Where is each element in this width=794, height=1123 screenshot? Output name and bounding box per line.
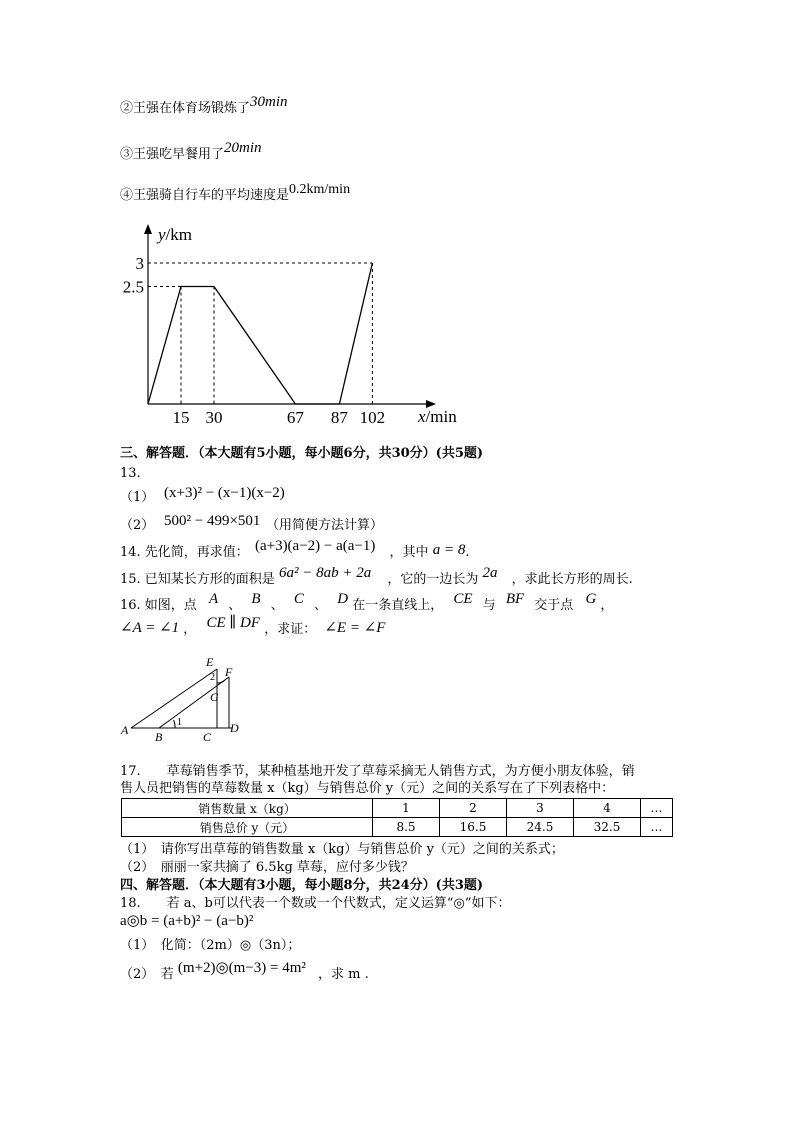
table-cell: 8.5 [373, 818, 440, 837]
table-cell: … [641, 818, 673, 837]
q15: 15. 已知某长方形的面积是 6a² − 8ab + 2a ，它的一边长为 2a ，求此长方形的周长. [120, 565, 633, 587]
label-c: C [203, 730, 212, 744]
q13-part1-expr: (x+3)² − (x−1)(x−2) [164, 485, 285, 501]
x-tick-label-87: 87 [330, 408, 348, 427]
table-cell: 2 [440, 799, 507, 818]
q13-part2-expr: 500² − 499×501 [164, 513, 261, 529]
angle-2-arc [217, 680, 225, 683]
x-axis-label: x/min [418, 407, 457, 426]
x-tick-label-67: 67 [286, 408, 304, 427]
label-e: E [206, 655, 214, 669]
table-cell: 1 [373, 799, 440, 818]
x-tick-label-102: 102 [359, 408, 386, 427]
q13-part2-label: （2） [120, 518, 155, 533]
q17-line1: 17. 草莓销售季节，某种植基地开发了草莓采摘无人销售方式，为方便小朋友体验，销 [120, 764, 635, 779]
q14: 14. 先化简，再求值： (a+3)(a−2) − a(a−1) ，其中 a = 8. [120, 538, 470, 560]
label-d: D [230, 721, 239, 735]
distance-time-graph [100, 220, 480, 435]
row2-header: 销售总价 y（元） [122, 818, 373, 837]
statement-2: ②王强在体育场锻炼了30min [120, 94, 288, 116]
table-cell: … [641, 799, 673, 818]
table-row [122, 799, 673, 818]
line-ae [131, 669, 217, 728]
label-g: G [210, 690, 219, 704]
q16-geometry-figure [115, 650, 250, 745]
label-a: A [121, 723, 129, 737]
series-segment-3 [214, 287, 295, 405]
q18-part1: （1） 化简：（2m）◎（3n）； [120, 938, 301, 953]
q16-line2: ∠A = ∠1 ， CE ∥ DF ，求证： ∠E = ∠F [120, 615, 386, 637]
statement-4: ④王强骑自行车的平均速度是0.2km/min [120, 182, 351, 203]
x-tick-label-30: 30 [205, 408, 223, 427]
y-axis-label: y/km [158, 225, 192, 244]
y-tick-label-2.5: 2.5 [122, 277, 144, 297]
q17-part1: （1） 请你写出草莓的销售数量 x（kg）与销售总价 y（元）之间的关系式； [120, 842, 564, 857]
q18-line1: 18. 若 a、b可以代表一个数或一个代数式，定义运算“◎”如下： [120, 896, 511, 911]
q13-part2-note: （用简便方法计算） [266, 518, 384, 533]
x-tick-label-15: 15 [172, 408, 190, 427]
section3-heading: 三、解答题．（本大题有5小题，每小题6分，共30分）(共5题) [120, 446, 484, 461]
angle-1-arc [174, 720, 176, 728]
q17-part2: （2） 丽丽一家共摘了 6.5kg 草莓，应付多少钱？ [120, 860, 414, 875]
row1-header: 销售数量 x（kg） [122, 799, 373, 818]
table-cell: 16.5 [440, 818, 507, 837]
q18-definition: a◎b = (a+b)² − (a−b)² [120, 913, 254, 929]
table-cell: 32.5 [574, 818, 641, 837]
table-cell: 3 [507, 799, 574, 818]
y-axis-arrow [144, 224, 152, 234]
label-angle-2: 2 [210, 672, 215, 683]
series-segment-5 [339, 263, 372, 404]
q17-table [121, 798, 673, 837]
q17-line2: 售人员把销售的草莓数量 x（kg）与销售总价 y（元）之间的关系写在了下列表格中： [120, 781, 615, 796]
y-tick-label-3: 3 [135, 254, 144, 273]
section4-heading: 四、解答题．（本大题有3小题，每小题8分，共24分）(共3题) [120, 878, 484, 893]
q13-number: 13. [120, 466, 141, 481]
q18-part2: （2） 若 (m+2)◎(m−3) = 4m² ，求 m . [120, 960, 369, 982]
label-f: F [225, 665, 233, 679]
table-cell: 4 [574, 799, 641, 818]
table-row [122, 818, 673, 837]
q13-part1-label: （1） [120, 490, 155, 505]
table-cell: 24.5 [507, 818, 574, 837]
label-angle-1: 1 [177, 717, 182, 728]
statement-3: ③王强吃早餐用了20min [120, 140, 262, 162]
series-segment-1 [148, 287, 181, 405]
label-b: B [155, 730, 163, 744]
q16-line1: 16. 如图，点 A 、 B 、 C 、 D 在一条直线上， CE 与 BF 交于点 G ， [120, 591, 614, 613]
